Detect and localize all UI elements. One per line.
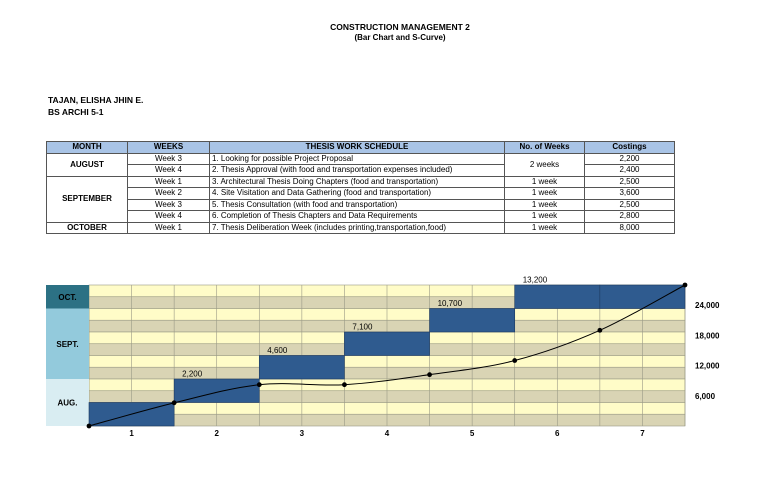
week-cell: Week 1 xyxy=(128,222,210,234)
task-cell: 7. Thesis Deliberation Week (includes printing,transportation,food) xyxy=(210,222,505,234)
weeks-count-cell: 1 week xyxy=(505,199,585,211)
weeks-count-cell: 2 weeks xyxy=(505,153,585,176)
task-cell: 5. Thesis Consultation (with food and transportation) xyxy=(210,199,505,211)
month-label: SEPT. xyxy=(56,339,79,349)
task-cell: 1. Looking for possible Project Proposal xyxy=(210,153,505,165)
schedule-bar xyxy=(344,332,429,356)
weeks-count-cell: 1 week xyxy=(505,222,585,234)
x-tick-label: 7 xyxy=(640,429,645,438)
x-tick-label: 6 xyxy=(555,429,560,438)
bar-value-label: 2,200 xyxy=(182,369,203,379)
s-curve-point xyxy=(597,328,602,333)
s-curve-point xyxy=(512,358,517,363)
week-cell: Week 3 xyxy=(128,153,210,165)
y-tick-label: 6,000 xyxy=(695,391,716,401)
cost-cell: 3,600 xyxy=(585,188,675,200)
x-tick-label: 5 xyxy=(469,429,475,438)
student-section: BS ARCHI 5-1 xyxy=(48,107,104,117)
bar-value-label: 13,200 xyxy=(522,275,548,285)
document-title: CONSTRUCTION MANAGEMENT 2 xyxy=(330,22,470,32)
y-tick-label: 18,000 xyxy=(695,331,720,341)
schedule-bar xyxy=(259,356,344,380)
student-name: TAJAN, ELISHA JHIN E. xyxy=(48,95,144,105)
y-tick-label: 24,000 xyxy=(695,301,720,311)
x-tick-label: 4 xyxy=(384,429,390,438)
month-label: OCT. xyxy=(58,292,77,302)
s-curve-point xyxy=(427,372,432,377)
schedule-bar xyxy=(430,309,515,333)
document-subtitle: (Bar Chart and S-Curve) xyxy=(354,33,446,42)
s-curve-point xyxy=(342,382,347,387)
x-tick-label: 3 xyxy=(299,429,305,438)
week-cell: Week 3 xyxy=(128,199,210,211)
x-tick-label: 2 xyxy=(214,429,219,438)
weeks-count-cell: 1 week xyxy=(505,211,585,223)
cost-cell: 2,800 xyxy=(585,211,675,223)
task-cell: 3. Architectural Thesis Doing Chapters (food and transportation) xyxy=(210,176,505,188)
cost-cell: 2,200 xyxy=(585,153,675,165)
col-month: MONTH xyxy=(47,142,128,154)
schedule-bar xyxy=(174,379,259,403)
task-cell: 2. Thesis Approval (with food and transportation expenses included) xyxy=(210,165,505,177)
s-curve-point xyxy=(257,382,262,387)
month-cell: SEPTEMBER xyxy=(47,176,128,222)
month-cell: OCTOBER xyxy=(47,222,128,234)
week-cell: Week 4 xyxy=(128,211,210,223)
month-cell: AUGUST xyxy=(47,153,128,176)
s-curve-point xyxy=(172,400,177,405)
week-cell: Week 4 xyxy=(128,165,210,177)
cost-cell: 2,500 xyxy=(585,199,675,211)
bar-value-label: 7,100 xyxy=(352,322,373,332)
schedule-bar xyxy=(515,285,600,309)
weeks-count-cell: 1 week xyxy=(505,188,585,200)
col-no-of-weeks: No. of Weeks xyxy=(505,142,585,154)
bar-value-label: 10,700 xyxy=(437,299,463,308)
month-label: AUG. xyxy=(57,398,78,408)
col-weeks: WEEKS xyxy=(128,142,210,154)
col-costings: Costings xyxy=(585,142,675,154)
weeks-count-cell: 1 week xyxy=(505,176,585,188)
cost-cell: 2,400 xyxy=(585,165,675,177)
col-schedule: THESIS WORK SCHEDULE xyxy=(210,142,505,154)
schedule-bar xyxy=(600,285,685,309)
task-cell: 4. Site Visitation and Data Gathering (food and transportation) xyxy=(210,188,505,200)
week-cell: Week 2 xyxy=(128,188,210,200)
x-tick-label: 1 xyxy=(129,429,134,438)
y-tick-label: 12,000 xyxy=(695,361,720,371)
bar-value-label: 4,600 xyxy=(267,346,288,355)
task-cell: 6. Completion of Thesis Chapters and Data Requirements xyxy=(210,211,505,223)
cost-cell: 8,000 xyxy=(585,222,675,234)
s-curve-point xyxy=(683,283,688,288)
week-cell: Week 1 xyxy=(128,176,210,188)
s-curve-point xyxy=(87,424,92,429)
cost-cell: 2,500 xyxy=(585,176,675,188)
